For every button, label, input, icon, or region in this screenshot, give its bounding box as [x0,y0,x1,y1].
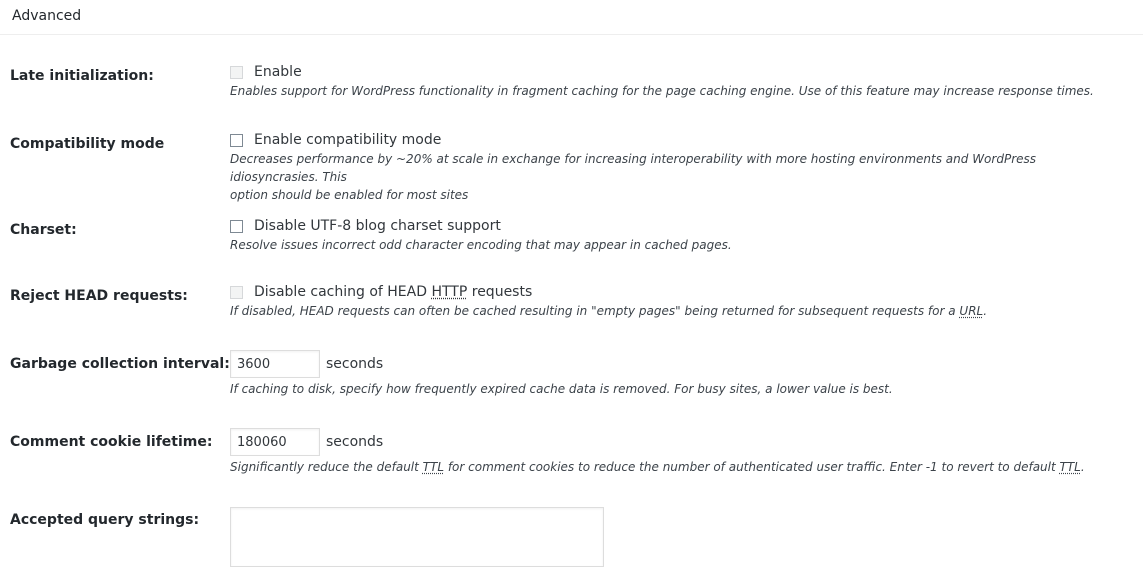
description-pre: If disabled, HEAD requests can often be cached resulting in "empty pages" being returned for subsequent requests for a [230,304,960,318]
cookie-lifetime-input[interactable] [230,428,320,456]
setting-field [230,282,1123,320]
checkbox-line [230,216,1123,236]
setting-label: Comment cookie lifetime: [10,434,213,450]
unit-label: seconds [326,356,384,372]
input-line [230,428,1123,456]
setting-description-line-2: option should be enabled for most sites [230,188,469,202]
unit-label: seconds [326,434,384,450]
http-abbreviation: HTTP [431,284,468,300]
description-post: . [983,304,988,318]
setting-field [230,350,1123,398]
setting-description [230,302,1123,320]
checkbox-label: Disable UTF-8 blog charset support [254,218,501,234]
setting-label: Compatibility mode [10,136,165,152]
gc-interval-input[interactable] [230,350,320,378]
setting-field [230,428,1123,476]
setting-description: Resolve issues incorrect odd character encoding that may appear in cached pages. [230,238,732,252]
checkbox-line [230,130,1123,150]
checkbox-label: Enable [254,64,302,80]
ttl-abbreviation: TTL [1059,460,1081,474]
setting-field [230,130,1123,204]
compatibility-mode-checkbox[interactable] [230,134,243,147]
setting-description-line-1: Decreases performance by ~20% at scale in exchange for increasing interoperability with more hosting environments and WordPress idiosyncrasies. This [230,152,1037,184]
checkbox-label-post: requests [467,284,533,300]
accepted-query-strings-textarea[interactable] [230,507,604,567]
checkbox-label: Enable compatibility mode [254,132,442,148]
late-initialization-checkbox[interactable] [230,66,243,79]
setting-description [230,458,1123,476]
section-title: Advanced [12,8,82,24]
setting-label: Charset: [10,222,77,238]
input-line [230,350,1123,378]
reject-head-checkbox[interactable] [230,286,243,299]
charset-checkbox[interactable] [230,220,243,233]
setting-description: If caching to disk, specify how frequently expired cache data is removed. For busy sites, a lower value is best. [230,382,893,396]
setting-label: Reject HEAD requests: [10,288,188,304]
setting-label: Late initialization: [10,68,154,84]
setting-field [230,62,1123,100]
url-abbreviation: URL [959,304,984,318]
setting-label: Accepted query strings: [10,512,200,528]
description-mid: for comment cookies to reduce the number of authenticated user traffic. Enter -1 to revert to default [444,460,1060,474]
setting-description: Enables support for WordPress functionality in fragment caching for the page caching engine. Use of this feature may increase response times. [230,84,1094,98]
checkbox-line [230,282,1123,302]
setting-label: Garbage collection interval: [10,356,230,372]
ttl-abbreviation: TTL [422,460,445,474]
checkbox-line [230,62,1123,82]
description-pre: Significantly reduce the default [230,460,423,474]
checkbox-label-pre: Disable caching of HEAD [254,284,432,300]
checkbox-label [254,284,532,300]
description-post: . [1080,460,1085,474]
setting-field [230,216,1123,254]
section-header [0,0,1143,35]
